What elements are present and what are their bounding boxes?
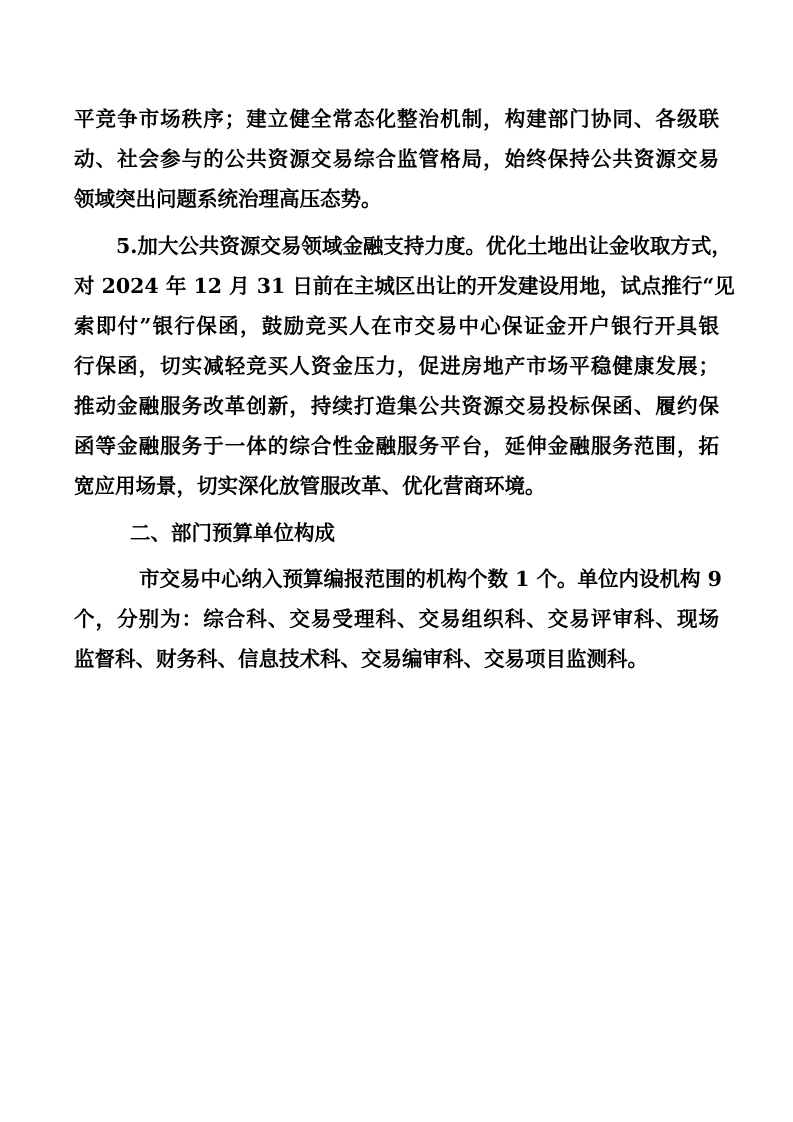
paragraph-line: 索即付”银行保函，鼓励竞买人在市交易中心保证金开户银行开具银 (74, 314, 719, 338)
paragraph-line: 领域突出问题系统治理高压态势。 (74, 187, 382, 211)
paragraph-line: 动、社会参与的公共资源交易综合监管格局，始终保持公共资源交易 (74, 147, 719, 171)
section-heading: 二、部门预算单位构成 (130, 521, 335, 545)
paragraph-line: 平竞争市场秩序；建立健全常态化整治机制，构建部门协同、各级联 (74, 107, 719, 131)
paragraph-line: 函等金融服务于一体的综合性金融服务平台，延伸金融服务范围，拓 (74, 434, 719, 458)
paragraph-line: 对 2024 年 12 月 31 日前在主城区出让的开发建设用地，试点推行“见 (74, 274, 735, 298)
paragraph-line: 宽应用场景，切实深化放管服改革、优化营商环境。 (74, 474, 546, 498)
paragraph-line: 个，分别为：综合科、交易受理科、交易组织科、交易评审科、现场 (74, 607, 719, 631)
paragraph-line: 市交易中心纳入预算编报范围的机构个数 1 个。单位内设机构 9 (139, 567, 722, 591)
paragraph-line: 行保函，切实减轻竞买人资金压力，促进房地产市场平稳健康发展； (74, 354, 719, 378)
paragraph-line: 监督科、财务科、信息技术科、交易编审科、交易项目监测科。 (74, 647, 648, 671)
paragraph-line: 推动金融服务改革创新，持续打造集公共资源交易投标保函、履约保 (74, 394, 719, 418)
paragraph-line: 5.加大公共资源交易领域金融支持力度。优化土地出让金收取方式， (116, 234, 732, 258)
